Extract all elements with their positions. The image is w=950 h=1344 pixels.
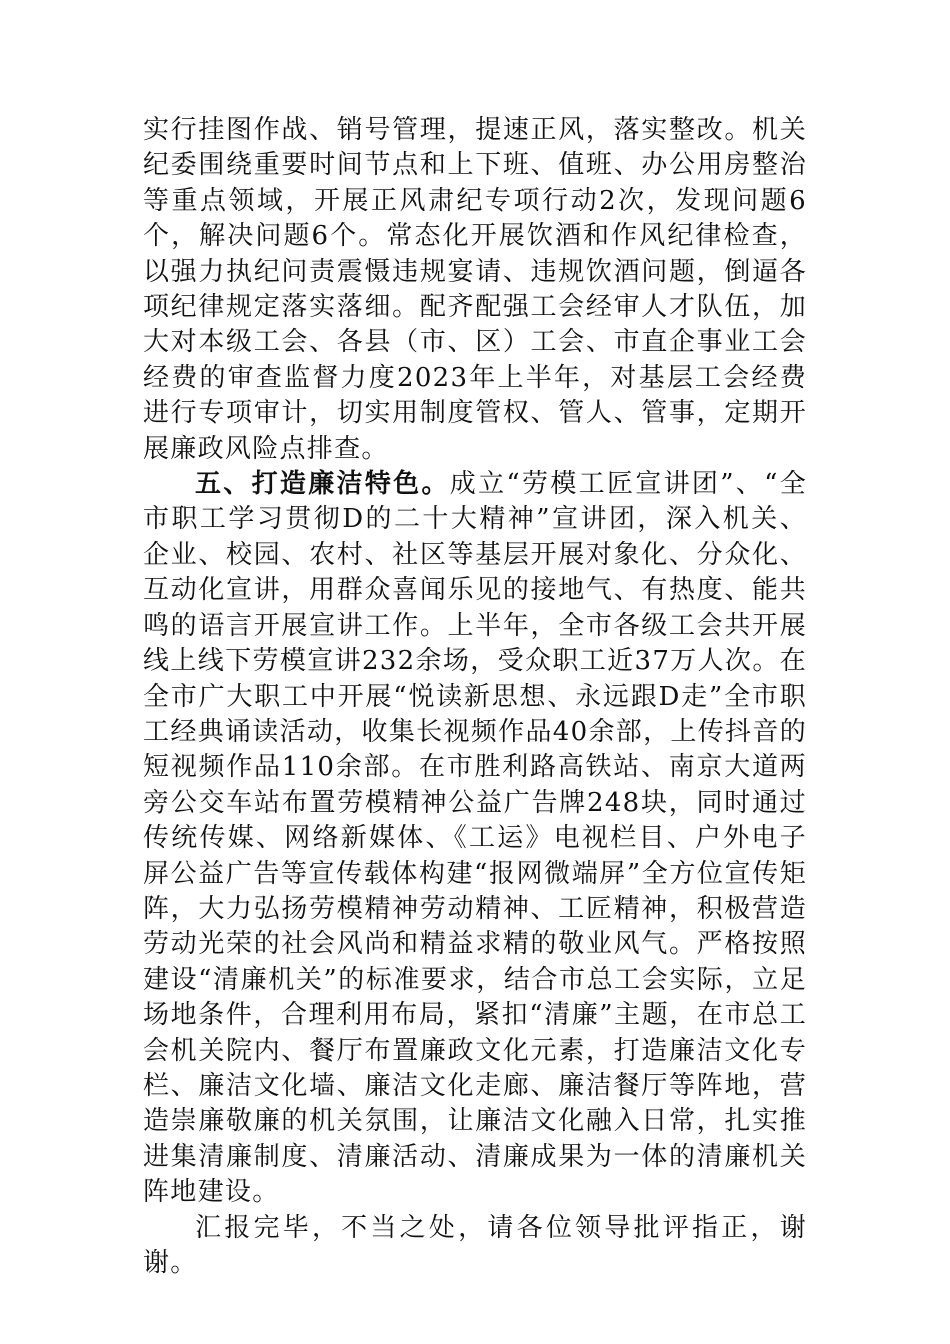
paragraph-section-5 (143, 467, 807, 1211)
section-5-heading: 五、打造廉洁特色。 (195, 469, 450, 500)
paragraph-discipline: 实行挂图作战、销号管理，提速正风，落实整改。机关纪委围绕重要时间节点和上下班、值班、办公用房整治等重点领域，开展正风肃纪专项行动2次，发现问题6个，解决问题6个。常态化开展饮酒和作风纪律检查，以强力执纪问责震慑违规宴请、违规饮酒问题，倒逼各项纪律规定落实落细。配齐配强工会经审人才队伍，加大对本级工会、各县（市、区）工会、市直企事业工会经费的审查监督力度2023年上半年，对基层工会经费进行专项审计，切实用制度管权、管人、管事，定期开展廉政风险点排查。 (143, 115, 807, 464)
section-5-body: 成立“劳模工匠宣讲团”、“全市职工学习贯彻D的二十大精神”宣讲团，深入机关、企业、校园、农村、社区等基层开展对象化、分众化、互动化宣讲，用群众喜闻乐见的接地气、有热度、能共鸣的语言开展宣讲工作。上半年，全市各级工会共开展线上线下劳模宣讲232余场，受众职工近37万人次。在全市广大职工中开展“悦读新思想、永远跟D走”全市职工经典诵读活动，收集长视频作品40余部，上传抖音的短视频作品110余部。在市胜利路高铁站、南京大道两旁公交车站布置劳模精神公益广告牌248块，同时通过传统传媒、网络新媒体、《工运》电视栏目、户外电子屏公益广告等宣传载体构建“报网微端屏”全方位宣传矩阵，大力弘扬劳模精神劳动精神、工匠精神，积极营造劳动光荣的社会风尚和精益求精的敬业风气。严格按照建设“清廉机关”的标准要求，结合市总工会实际，立足场地条件，合理利用布局，紧扣“清廉”主题，在市总工会机关院内、餐厅布置廉政文化元素，打造廉洁文化专栏、廉洁文化墙、廉洁文化走廊、廉洁餐厅等阵地，营造崇廉敬廉的机关氛围，让廉洁文化融入日常，扎实推进集清廉制度、清廉活动、清廉成果为一体的清廉机关阵地建设。 (143, 469, 808, 1208)
closing-remark: 汇报完毕，不当之处，请各位领导批评指正，谢谢。 (143, 1212, 807, 1278)
document-page (143, 113, 807, 1281)
